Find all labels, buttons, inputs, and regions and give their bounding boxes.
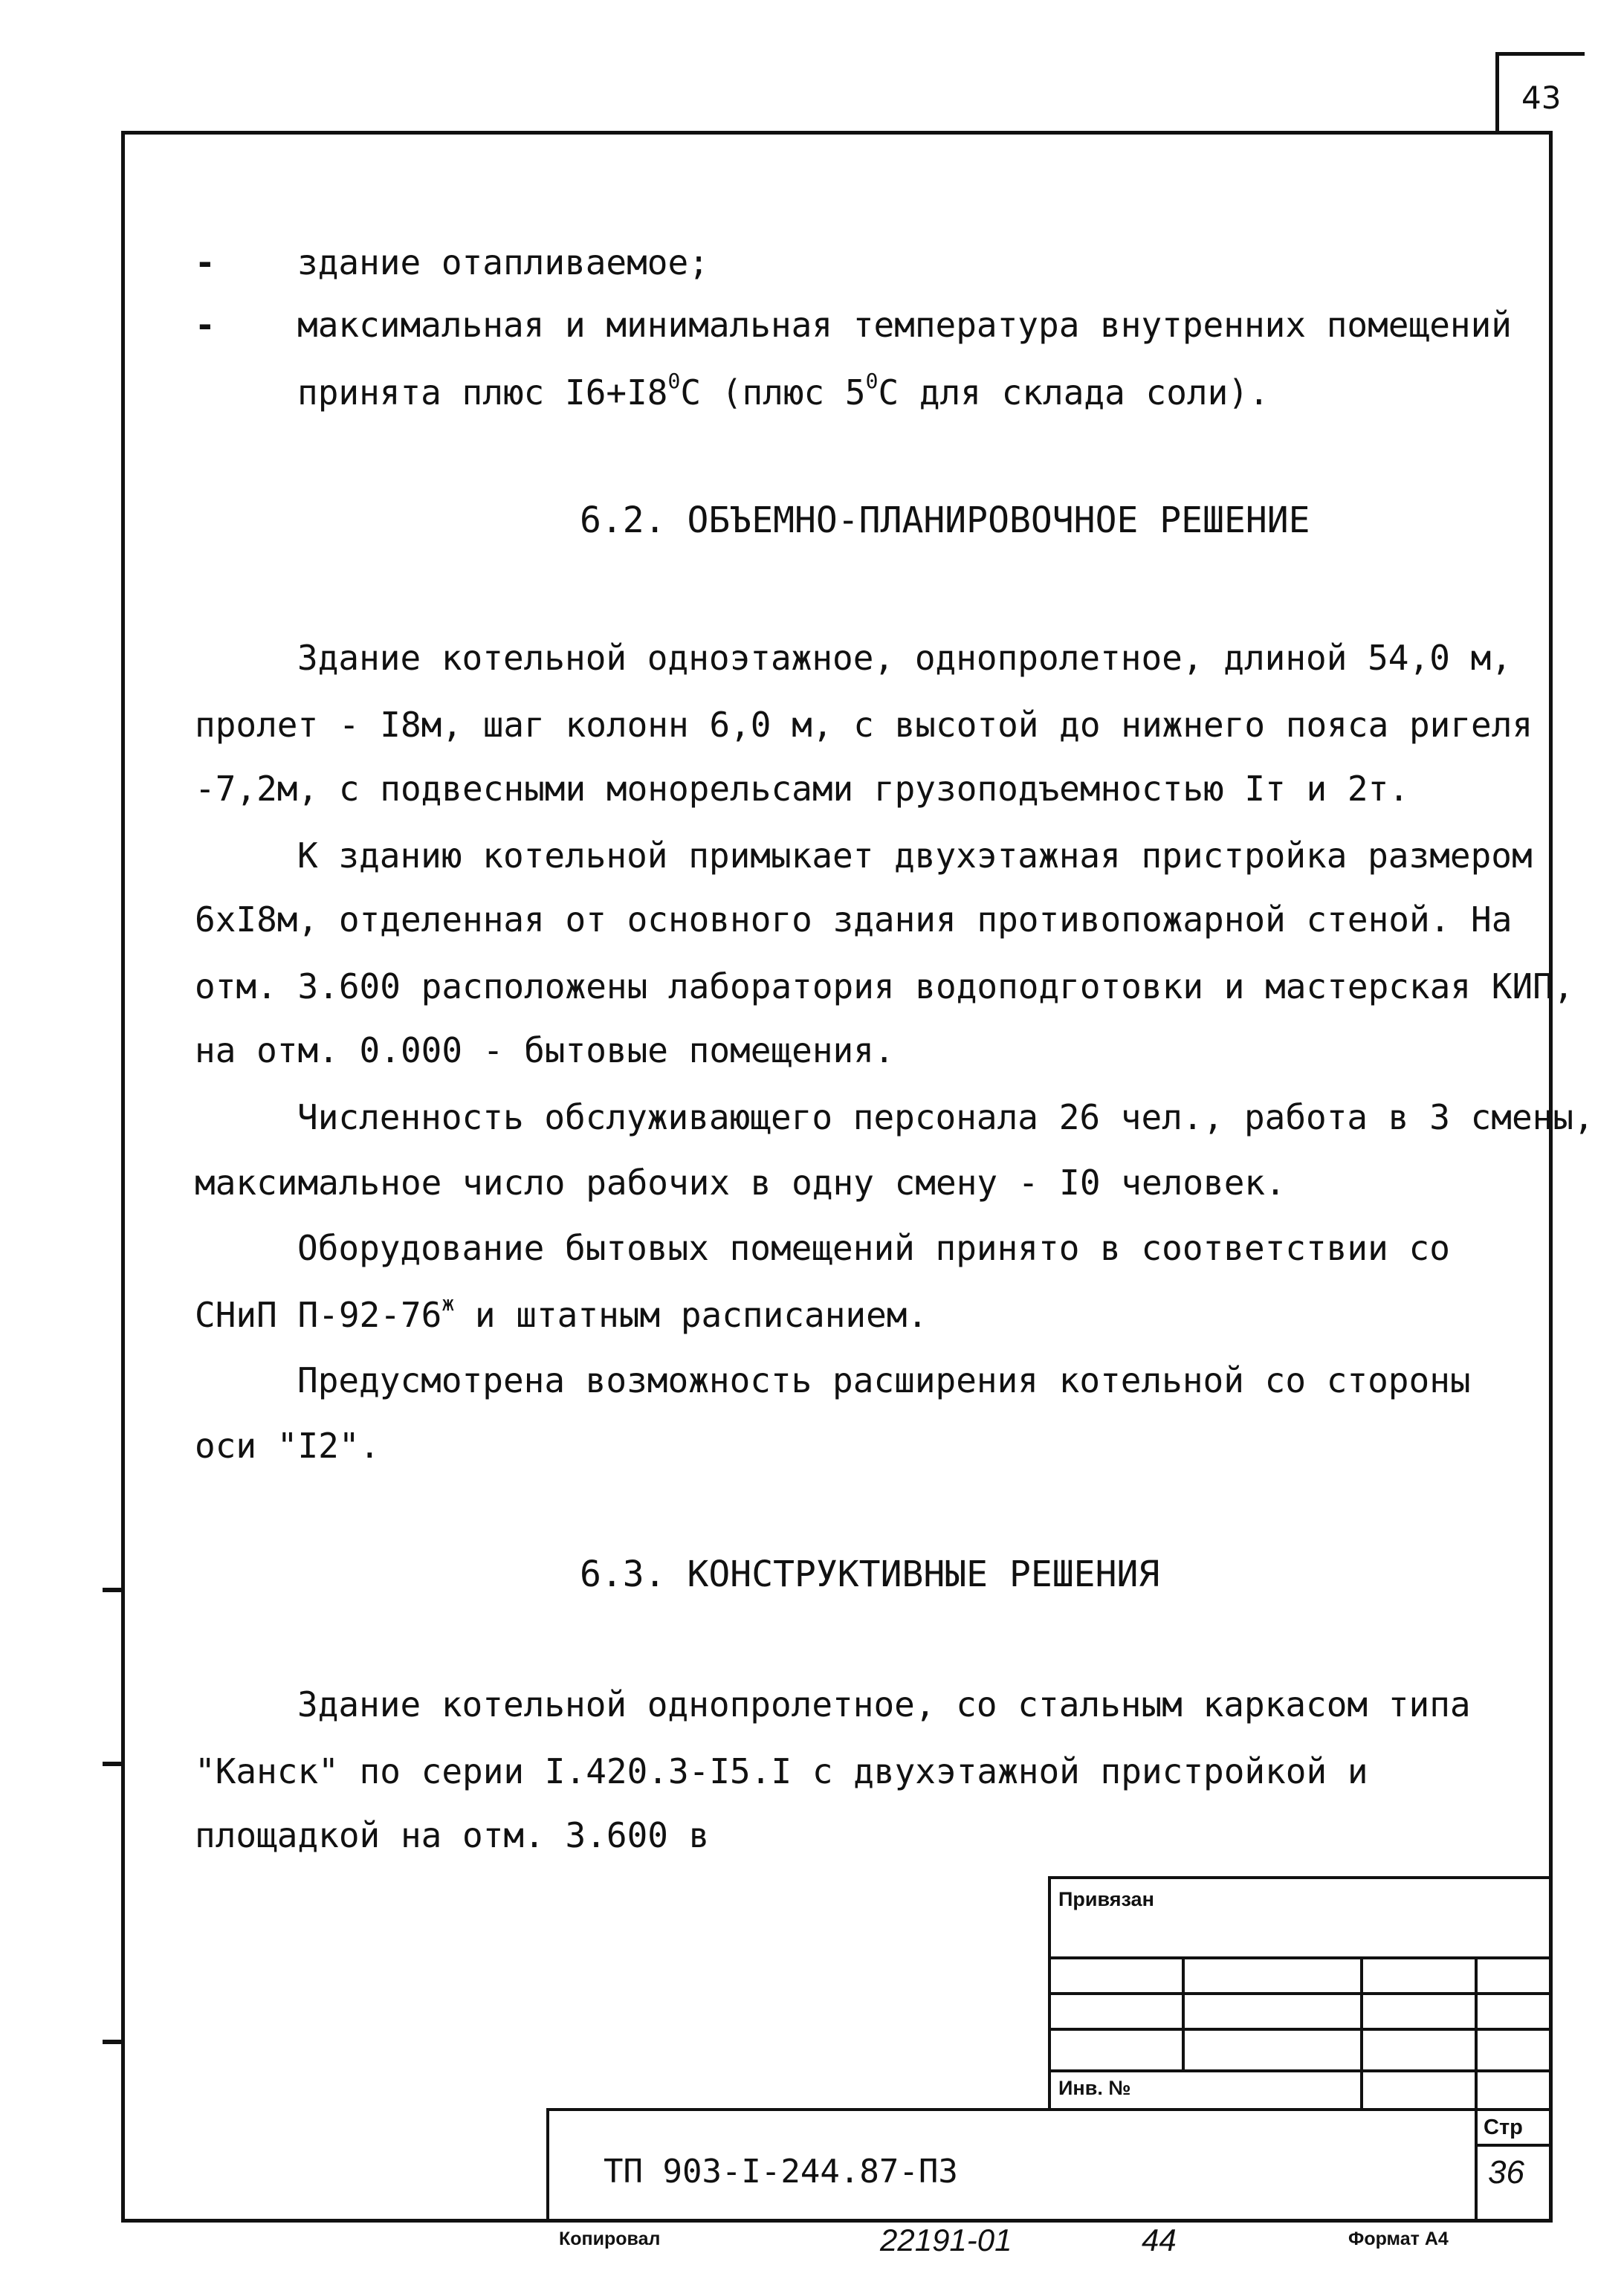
paragraph-line: отм. 3.600 расположены лаборатория водоподготовки и мастерская КИП,: [195, 966, 1574, 1006]
title-block-line: [1360, 1956, 1363, 2108]
bullet-marker: -: [195, 242, 216, 282]
section-heading-6-2: 6.2. ОБЪЕМНО-ПЛАНИРОВОЧНОЕ РЕШЕНИЕ: [580, 500, 1310, 541]
snip-line: СНиП $П-92-76^ж$ и штатным расписанием.: [195, 1291, 928, 1335]
paragraph-line: площадкой на отм. 3.600 в: [195, 1815, 710, 1855]
paragraph-line: -7,2м, с подвесными монорельсами грузоподъемностью Iт и 2т.: [195, 769, 1409, 809]
binding-tick: [103, 2040, 122, 2044]
paragraph-line: на отм. 0.000 - бытовые помещения.: [195, 1030, 895, 1070]
paragraph-line: Здание котельной одноэтажное, однопролетное, длиной 54,0 м,: [297, 638, 1512, 678]
copied-label: Копировал: [559, 2228, 661, 2249]
paragraph-line: Численность обслуживающего персонала 26 чел., работа в 3 смены,: [297, 1097, 1594, 1137]
format-label: Формат А4: [1348, 2228, 1449, 2249]
title-block-line: [1048, 1876, 1553, 1879]
paragraph-line: Оборудование бытовых помещений принято в соответствии со: [297, 1228, 1450, 1268]
bullet-marker: -: [195, 305, 216, 345]
title-block-line: [1182, 1956, 1185, 2069]
paragraph-line: К зданию котельной примыкает двухэтажная пристройка размером: [297, 835, 1533, 876]
paragraph-line: 6хI8м, отделенная от основного здания противопожарной стеной. На: [195, 899, 1513, 940]
sheet-number: 44: [1142, 2223, 1177, 2257]
paragraph-line: пролет - I8м, шаг колонн 6,0 м, с высотой до нижнего пояса ригеля: [195, 705, 1533, 745]
document-code: ТП 903-I-244.87-ПЗ: [604, 2153, 958, 2191]
inv-label: Инв. №: [1058, 2077, 1131, 2099]
page-value: 36: [1488, 2154, 1524, 2191]
title-block-line: [546, 2108, 1553, 2111]
paragraph-line: "Канск" по серии I.420.3-I5.I с двухэтажной пристройкой и: [195, 1751, 1368, 1791]
title-block-line: [546, 2108, 549, 2223]
bullet-continuation: принята плюс $I6+I8^0С$ (плюс $5^0С$ для склада соли).: [297, 369, 1269, 413]
page-number-top: 43: [1521, 80, 1562, 116]
bullet-text: максимальная и минимальная температура внутренних помещений: [297, 305, 1512, 345]
page-number-box: [1495, 52, 1585, 131]
page-label: Стр: [1484, 2115, 1523, 2139]
privyazan-label: Привязан: [1058, 1888, 1154, 1910]
paragraph-line: Здание котельной однопролетное, со стальным каркасом типа: [297, 1684, 1471, 1725]
paragraph-line: максимальное число рабочих в одну смену - I0 человек.: [195, 1163, 1286, 1203]
title-block-line: [1475, 1956, 1478, 2223]
title-block-line: [1475, 2144, 1553, 2147]
section-heading-6-3: 6.3. КОНСТРУКТИВНЫЕ РЕШЕНИЯ: [580, 1554, 1160, 1595]
order-number: 22191-01: [880, 2223, 1012, 2257]
paragraph-line: Предусмотрена возможность расширения котельной со стороны: [297, 1360, 1471, 1400]
paragraph-line: оси "I2".: [195, 1426, 381, 1466]
binding-tick: [103, 1588, 122, 1592]
binding-tick: [103, 1762, 122, 1766]
bullet-text: здание отапливаемое;: [297, 242, 709, 282]
